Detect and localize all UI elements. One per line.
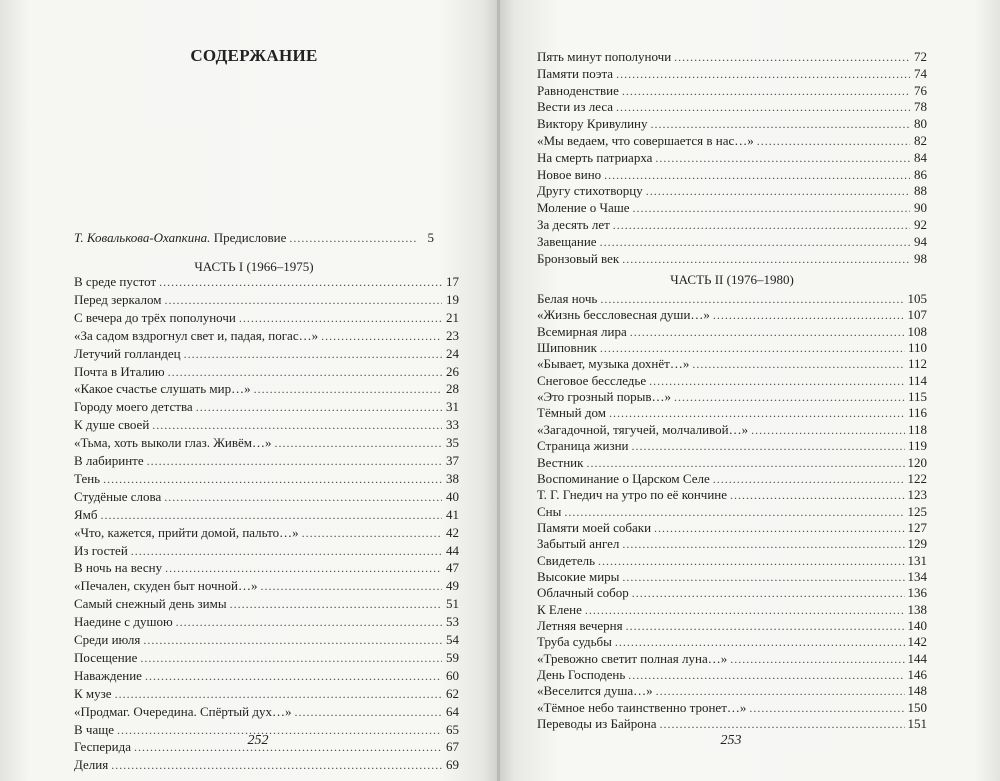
- toc-entry: [537, 633, 927, 651]
- toc-entry: [537, 715, 927, 733]
- page-title: СОДЕРЖАНИЕ: [190, 46, 318, 65]
- entry-title: «Тёмное небо таинственно тронет…»: [537, 699, 747, 715]
- entry-title: Тёмный дом: [537, 405, 606, 421]
- leader-dots: [302, 525, 442, 542]
- section-heading-part-1: ЧАСТЬ I (1966–1975): [194, 259, 314, 274]
- entry-title: Забытый ангел: [537, 536, 620, 552]
- toc-entry: [537, 584, 927, 602]
- leader-dots: [289, 230, 417, 247]
- entry-title: Труба судьбы: [537, 634, 612, 650]
- entry-title: «Печален, скуден быт ночной…»: [74, 578, 258, 594]
- preface-page: 5: [427, 230, 434, 245]
- toc-entry: [537, 666, 927, 684]
- section-heading-part-2: ЧАСТЬ II (1976–1980): [670, 272, 794, 287]
- toc-entry: [537, 132, 927, 150]
- entry-title: В ночь на весну: [74, 560, 163, 576]
- entry-page-number: 44: [446, 542, 459, 558]
- entry-title: Облачный собор: [537, 585, 629, 601]
- leader-dots: [159, 274, 442, 291]
- entry-title: К музе: [74, 685, 112, 701]
- leader-dots: [600, 234, 910, 251]
- leader-dots: [101, 507, 442, 524]
- toc-entry: [74, 631, 459, 649]
- entry-page-number: 112: [907, 356, 927, 372]
- entry-title: «Загадочной, тягучей, молчаливой…»: [537, 421, 749, 437]
- leader-dots: [147, 453, 442, 470]
- toc-entry: [74, 452, 459, 470]
- entry-title: В лабиринте: [74, 453, 144, 468]
- toc-entry: [537, 372, 927, 390]
- entry-title: Бронзовый век: [537, 250, 620, 266]
- entry-title: Перед зеркалом: [74, 291, 162, 307]
- entry-title: «За садом вздрогнул свет и, падая, погас…»: [74, 327, 319, 343]
- toc-entry: [74, 345, 459, 363]
- leader-dots: [230, 596, 442, 613]
- entry-title: «Тьма, хоть выколи глаз. Живём…»: [74, 435, 272, 451]
- toc-entry: [74, 685, 459, 703]
- entry-page-number: 62: [446, 685, 459, 701]
- entry-page-number: 150: [907, 699, 927, 715]
- toc-entry: [74, 309, 459, 327]
- entry-title: «Тревожно светит полная луна…»: [537, 650, 728, 666]
- entry-page-number: 92: [914, 217, 927, 232]
- entry-title: Летняя вечерня: [537, 618, 623, 633]
- entry-title: За десять лет: [537, 217, 610, 232]
- toc-entry: [537, 388, 927, 406]
- entry-page-number: 37: [446, 453, 459, 468]
- entry-page-number: 76: [914, 82, 927, 98]
- toc-entry: [74, 273, 459, 291]
- entry-page-number: 148: [907, 683, 927, 699]
- entry-title: Ямб: [74, 506, 98, 522]
- toc-entry: [74, 542, 459, 560]
- entry-page-number: 53: [446, 614, 459, 630]
- leader-dots: [674, 49, 910, 66]
- entry-title: В среде пустот: [74, 274, 157, 289]
- toc-entry: [74, 363, 459, 381]
- toc-entry: [537, 250, 927, 268]
- entry-title: Почта в Италию: [74, 363, 165, 379]
- entry-page-number: 110: [907, 340, 927, 356]
- entry-title: Гесперида: [74, 739, 131, 755]
- entry-title: Среди июля: [74, 632, 141, 647]
- toc-entry: [537, 290, 927, 308]
- entry-title: Памяти моей собаки: [537, 519, 652, 535]
- toc-entry: [537, 65, 927, 83]
- entry-title: Страница жизни: [537, 438, 629, 454]
- entry-title: К Елене: [537, 601, 582, 617]
- toc-entry: [74, 470, 459, 488]
- entry-page-number: 47: [446, 560, 459, 576]
- entry-title: Пять минут пополуночи: [537, 49, 672, 64]
- entry-page-number: 151: [907, 716, 927, 732]
- leader-dots: [616, 66, 910, 83]
- toc-entry: [537, 355, 927, 373]
- entry-title: Вести из леса: [537, 99, 614, 115]
- entry-page-number: 67: [446, 739, 459, 755]
- toc-entry: [74, 577, 459, 595]
- entry-page-number: 82: [914, 133, 927, 148]
- toc-entry: [74, 380, 459, 398]
- entry-page-number: 26: [446, 363, 459, 379]
- leader-dots: [616, 99, 910, 116]
- toc-entry: [537, 519, 927, 537]
- entry-page-number: 115: [907, 389, 927, 405]
- entry-page-number: 129: [907, 536, 927, 552]
- entry-page-number: 140: [907, 618, 927, 633]
- entry-page-number: 17: [446, 274, 459, 289]
- toc-entry: [537, 115, 927, 133]
- entry-title: Высокие миры: [537, 568, 620, 584]
- entry-page-number: 120: [907, 454, 927, 470]
- toc-entry: [537, 182, 927, 200]
- entry-page-number: 33: [446, 417, 459, 433]
- entry-title: С вечера до трёх пополуночи: [74, 309, 236, 325]
- leader-dots: [622, 251, 910, 268]
- entry-title: Снеговое бесследье: [537, 372, 647, 388]
- toc-entry: [74, 291, 459, 309]
- toc-entry: [74, 327, 459, 345]
- entry-title: Шиповник: [537, 340, 597, 356]
- entry-title: Другу стихотворцу: [537, 183, 643, 199]
- entry-page-number: 127: [907, 519, 927, 535]
- entry-title: Вестник: [537, 454, 584, 470]
- entry-title: Сны: [537, 503, 562, 519]
- toc-entry: [537, 437, 927, 455]
- toc-entry: [74, 488, 459, 506]
- leader-dots: [196, 399, 442, 416]
- toc-entry: [74, 595, 459, 613]
- entry-title: Новое вино: [537, 166, 602, 182]
- entry-page-number: 65: [446, 721, 459, 737]
- entry-title: Воспоминание о Царском Селе: [537, 470, 710, 486]
- toc-entry: [74, 649, 459, 667]
- toc-entry: [537, 470, 927, 488]
- entry-page-number: 23: [446, 327, 459, 343]
- leader-dots: [145, 668, 442, 685]
- entry-title: Наваждение: [74, 667, 142, 683]
- entry-page-number: 35: [446, 435, 459, 451]
- entry-page-number: 54: [446, 632, 459, 647]
- leader-dots: [275, 435, 442, 452]
- toc-entry: [537, 454, 927, 472]
- entry-page-number: 98: [914, 250, 927, 266]
- entry-title: Городу моего детства: [74, 399, 193, 415]
- entry-page-number: 78: [914, 99, 927, 115]
- entry-page-number: 131: [907, 552, 927, 568]
- entry-page-number: 72: [914, 49, 927, 64]
- toc-entry: [74, 756, 459, 774]
- toc-entry: [537, 552, 927, 570]
- entry-title: «Какое счастье слушать мир…»: [74, 381, 251, 397]
- toc-entry: [74, 506, 459, 524]
- leader-dots: [622, 83, 910, 100]
- entry-title: Моление о Чаше: [537, 200, 630, 216]
- entry-page-number: 138: [907, 601, 927, 617]
- leader-dots: [152, 417, 442, 434]
- preface-author: Т. Ковалькова-Охапкина.: [74, 230, 211, 245]
- entry-page-number: 28: [446, 381, 459, 397]
- entry-page-number: 31: [446, 399, 459, 415]
- entry-page-number: 146: [907, 667, 927, 683]
- toc-entry: [74, 434, 459, 452]
- entry-page-number: 19: [446, 291, 459, 307]
- toc-entry: [537, 682, 927, 700]
- entry-page-number: 134: [907, 568, 927, 584]
- toc-entry: [74, 559, 459, 577]
- entry-title: Переводы из Байрона: [537, 716, 657, 732]
- entry-title: День Господень: [537, 667, 626, 683]
- toc-entry: [537, 149, 927, 167]
- entry-page-number: 94: [914, 233, 927, 249]
- leader-dots: [659, 716, 904, 733]
- leader-dots: [757, 133, 910, 150]
- entry-page-number: 86: [914, 166, 927, 182]
- entry-page-number: 40: [446, 488, 459, 504]
- entry-title: Посещение: [74, 649, 138, 665]
- preface-entry: [74, 229, 434, 247]
- leader-dots: [165, 292, 443, 309]
- entry-title: Студёные слова: [74, 488, 162, 504]
- leader-dots: [168, 364, 442, 381]
- left-page: [0, 0, 498, 781]
- leader-dots: [646, 183, 910, 200]
- leader-dots: [239, 310, 442, 327]
- toc-entry: [537, 486, 927, 504]
- entry-page-number: 69: [446, 757, 459, 773]
- toc-entry: [537, 535, 927, 553]
- entry-title: Т. Г. Гнедич на утро по её кончине: [537, 487, 728, 503]
- entry-page-number: 51: [446, 596, 459, 612]
- entry-title: Тень: [74, 470, 101, 486]
- entry-page-number: 59: [446, 649, 459, 665]
- toc-entry: [537, 82, 927, 100]
- entry-page-number: 125: [907, 503, 927, 519]
- entry-title: «Что, кажется, прийти домой, пальто…»: [74, 524, 299, 540]
- entry-title: Самый снежный день зимы: [74, 596, 227, 612]
- leader-dots: [184, 346, 442, 363]
- entry-title: Из гостей: [74, 542, 128, 558]
- toc-entry: [537, 233, 927, 251]
- toc-entry: [537, 199, 927, 217]
- entry-page-number: 118: [907, 421, 927, 437]
- toc-entry: [74, 703, 459, 721]
- entry-title: Белая ночь: [537, 291, 598, 306]
- leader-dots: [103, 471, 442, 488]
- entry-title: На смерть патриарха: [537, 149, 653, 165]
- entry-title: «Продмаг. Очередина. Спёртый дух…»: [74, 703, 292, 719]
- toc-entry: [537, 98, 927, 116]
- entry-title: Завещание: [537, 233, 597, 249]
- leader-dots: [165, 560, 442, 577]
- entry-page-number: 108: [907, 323, 927, 339]
- toc-entry: [537, 617, 927, 635]
- leader-dots: [115, 686, 442, 703]
- entry-page-number: 88: [914, 183, 927, 199]
- leader-dots: [131, 543, 442, 560]
- leader-dots: [140, 650, 442, 667]
- page-number: 252: [247, 733, 269, 748]
- entry-title: «Мы ведаем, что совершается в нас…»: [537, 133, 754, 148]
- leader-dots: [254, 381, 442, 398]
- leader-dots: [321, 328, 442, 345]
- toc-entry: [537, 421, 927, 439]
- entry-title: «Это грозный порыв…»: [537, 389, 672, 405]
- entry-title: «Бывает, музыка дохнёт…»: [537, 356, 690, 372]
- entry-page-number: 122: [907, 470, 927, 486]
- toc-entry: [74, 416, 459, 434]
- toc-entry: [537, 339, 927, 357]
- entry-page-number: 38: [446, 470, 459, 486]
- entry-title: Наедине с душою: [74, 614, 173, 630]
- preface-title: Предисловие: [210, 230, 287, 245]
- entry-page-number: 21: [446, 309, 459, 325]
- toc-entry: [537, 650, 927, 668]
- entry-title: Памяти поэта: [537, 65, 614, 81]
- leader-dots: [651, 116, 910, 133]
- toc-entry: [537, 404, 927, 422]
- entry-page-number: 90: [914, 200, 927, 216]
- entry-title: Равноденствие: [537, 82, 619, 98]
- entry-page-number: 60: [446, 667, 459, 683]
- entry-page-number: 49: [446, 578, 459, 594]
- right-page: [500, 0, 1000, 781]
- toc-entry: [537, 601, 927, 619]
- toc-entry: [537, 568, 927, 586]
- entry-page-number: 114: [907, 372, 927, 388]
- entry-page-number: 74: [914, 65, 927, 81]
- entry-title: «Жизнь бессловесная души…»: [537, 307, 710, 323]
- entry-page-number: 64: [446, 703, 459, 719]
- leader-dots: [111, 757, 442, 774]
- entry-page-number: 84: [914, 149, 927, 165]
- entry-title: К душе своей: [74, 417, 150, 433]
- entry-title: В чаще: [74, 721, 115, 737]
- entry-title: Всемирная лира: [537, 323, 627, 339]
- leader-dots: [294, 704, 442, 721]
- entry-title: Виктору Кривулину: [537, 116, 648, 132]
- entry-page-number: 105: [907, 291, 927, 306]
- leader-dots: [176, 614, 442, 631]
- leader-dots: [261, 578, 443, 595]
- toc-entry: [537, 166, 927, 184]
- toc-entry: [74, 667, 459, 685]
- toc-entry: [537, 503, 927, 521]
- entry-page-number: 144: [907, 650, 927, 666]
- leader-dots: [655, 150, 910, 167]
- entry-page-number: 116: [907, 405, 927, 421]
- leader-dots: [633, 200, 910, 217]
- entry-page-number: 24: [446, 345, 459, 361]
- entry-page-number: 136: [907, 585, 927, 601]
- entry-page-number: 142: [907, 634, 927, 650]
- leader-dots: [604, 167, 910, 184]
- entry-title: Свидетель: [537, 552, 596, 568]
- toc-entry: [537, 306, 927, 324]
- toc-entry: [74, 524, 459, 542]
- entry-page-number: 123: [907, 487, 927, 503]
- toc-entry: [74, 613, 459, 631]
- toc-entry: [74, 398, 459, 416]
- entry-page-number: 42: [446, 524, 459, 540]
- entry-page-number: 41: [446, 506, 459, 522]
- page-number: 253: [720, 733, 742, 748]
- entry-page-number: 80: [914, 116, 927, 132]
- entry-title: «Веселится душа…»: [537, 683, 653, 699]
- toc-entry: [537, 323, 927, 341]
- entry-title: Летучий голландец: [74, 345, 181, 361]
- leader-dots: [143, 632, 442, 649]
- leader-dots: [164, 489, 442, 506]
- toc-entry: [537, 216, 927, 234]
- entry-page-number: 107: [907, 307, 927, 323]
- toc-entry: [537, 699, 927, 717]
- entry-title: Делия: [74, 757, 109, 773]
- entry-page-number: 119: [907, 438, 927, 454]
- leader-dots: [613, 217, 910, 234]
- toc-entry: [537, 48, 927, 66]
